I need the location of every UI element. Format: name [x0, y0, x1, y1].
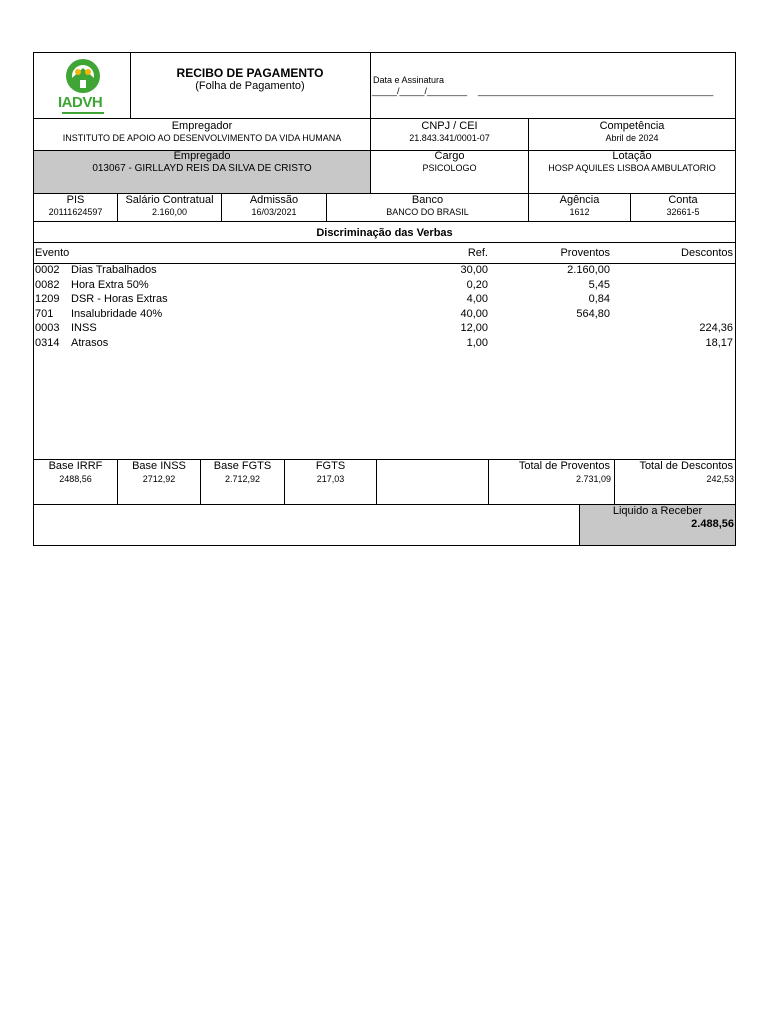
account-label: Conta — [668, 194, 698, 206]
base-irrf-value: 2488,56 — [59, 474, 92, 484]
event-description: Dias Trabalhados — [71, 264, 157, 276]
employer-name: INSTITUTO DE APOIO AO DESENVOLVIMENTO DA VIDA HUMANA — [62, 133, 342, 143]
event-code: 701 — [35, 307, 54, 320]
employer-label: Empregador — [171, 120, 233, 132]
base-irrf-label: Base IRRF — [48, 460, 103, 472]
bank-value: BANCO DO BRASIL — [386, 207, 469, 217]
event-description: DSR - Horas Extras — [71, 293, 168, 306]
account-value: 32661-5 — [666, 207, 700, 217]
agency-label: Agência — [559, 194, 600, 206]
location-label: Lotação — [612, 150, 652, 162]
total-earnings-label: Total de Proventos — [518, 460, 610, 472]
cnpj-value: 21.843.341/0001-07 — [409, 133, 490, 143]
signature-date: _____/_____/________ — [372, 86, 468, 96]
net-label: Liquido a Receber — [612, 505, 703, 517]
total-deductions-label: Total de Descontos — [639, 460, 733, 472]
receipt-title: RECIBO DE PAGAMENTO — [176, 66, 324, 80]
event-ref: 4,00 — [466, 293, 488, 306]
pis-label: PIS — [66, 194, 85, 206]
event-description: Hora Extra 50% — [71, 278, 149, 291]
competence-label: Competência — [599, 120, 665, 132]
col-ref: Ref. — [467, 247, 488, 259]
base-fgts-label: Base FGTS — [213, 460, 272, 472]
event-ref: 0,20 — [466, 278, 488, 291]
cnpj-label: CNPJ / CEI — [421, 120, 478, 132]
employee-name — [34, 163, 370, 174]
event-earnings: 564,80 — [576, 307, 610, 320]
event-description: Atrasos — [71, 337, 109, 349]
salary-label: Salário Contratual — [125, 194, 214, 206]
logo — [56, 56, 110, 116]
base-inss-value: 2712,92 — [142, 474, 176, 484]
event-earnings: 2.160,00 — [567, 264, 610, 276]
admission-value: 16/03/2021 — [251, 207, 297, 217]
event-earnings: 5,45 — [588, 278, 610, 291]
bank-label: Banco — [411, 194, 444, 206]
pis-value: 20111624597 — [48, 207, 103, 217]
receipt-subtitle: (Folha de Pagamento) — [195, 80, 305, 92]
event-ref: 30,00 — [460, 264, 488, 276]
event-ref: 1,00 — [466, 337, 488, 349]
event-code: 0082 — [35, 278, 60, 291]
role-label: Cargo — [434, 150, 465, 162]
event-deductions: 18,17 — [705, 337, 733, 349]
event-earnings: 0,84 — [588, 293, 610, 306]
location-value: HOSP AQUILES LISBOA AMBULATORIO — [548, 163, 716, 173]
col-earnings: Proventos — [560, 247, 610, 259]
employee-name-text: 013067 - GIRLLAYD REIS DA SILVA DE CRISTO — [92, 163, 312, 174]
event-ref: 12,00 — [460, 322, 488, 335]
event-code: 0314 — [35, 337, 60, 349]
signature-label: Data e Assinatura — [373, 75, 445, 85]
verbas-title: Discriminação das Verbas — [316, 227, 453, 239]
event-description: INSS — [71, 322, 97, 335]
logo-text: IADVH — [58, 94, 103, 111]
signature-line: _______________________________________________ — [478, 86, 714, 96]
event-ref: 40,00 — [460, 307, 488, 320]
col-deductions: Descontos — [681, 247, 733, 259]
event-description: Insalubridade 40% — [71, 307, 163, 320]
role-value: PSICOLOGO — [422, 163, 477, 173]
employee-label: Empregado — [173, 150, 231, 162]
total-deductions-value: 242,53 — [706, 474, 734, 484]
fgts-label: FGTS — [315, 460, 346, 472]
col-event: Evento — [35, 247, 70, 259]
admission-label: Admissão — [249, 194, 299, 206]
event-code: 1209 — [35, 293, 60, 306]
salary-value: 2.160,00 — [151, 207, 188, 217]
agency-value: 1612 — [569, 207, 590, 217]
event-deductions: 224,36 — [699, 322, 733, 335]
fgts-value: 217,03 — [316, 474, 345, 484]
base-fgts-value: 2.712,92 — [224, 474, 261, 484]
event-code: 0002 — [35, 264, 60, 276]
net-value: 2.488,56 — [691, 518, 734, 530]
base-inss-label: Base INSS — [132, 460, 186, 472]
total-earnings-value: 2.731,09 — [575, 474, 611, 484]
event-code: 0003 — [35, 322, 60, 335]
competence-value: Abril de 2024 — [605, 133, 659, 143]
